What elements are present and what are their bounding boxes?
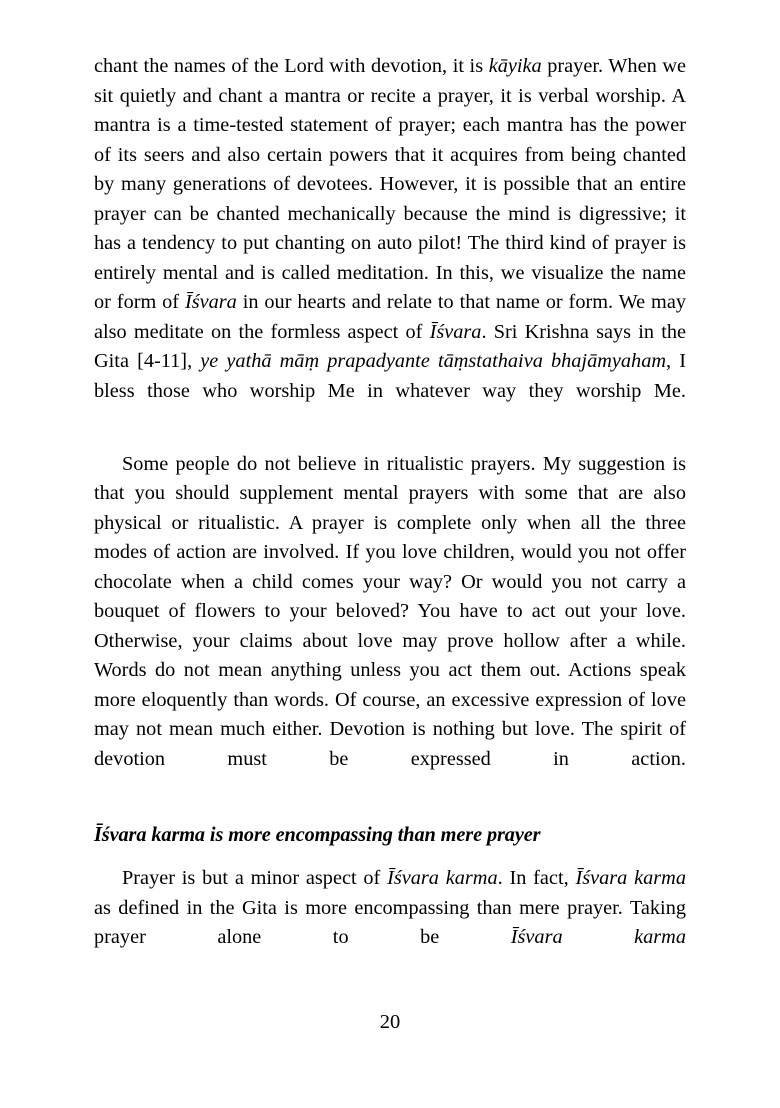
section-heading-block	[94, 821, 686, 851]
paragraph-isvara-karma	[94, 864, 686, 982]
paragraph-first-continued	[94, 52, 686, 436]
term-isvara-karma-1: Īśvara karma	[387, 867, 498, 889]
term-isvara-2: Īśvara	[429, 320, 482, 343]
section-heading: Īśvara karma is more encompassing than mere prayer	[94, 823, 541, 846]
term-kayika: kāyika	[488, 55, 542, 77]
paragraph-1-run-9: , I bless those who worship Me in whatever way they worship Me.	[94, 350, 686, 402]
text-column	[94, 52, 686, 982]
paragraph-1-run-7: . Sri Krishna says in the Gita [4-11],	[94, 320, 687, 372]
paragraph-ritualistic-prayers: Some people do not believe in ritualistic prayers. My suggestion is that you should supplement mental prayers with some that are also physical or ritualistic. A prayer is complete only when all the three modes of action are involved. If you love children, would you not offer chocolate when a child comes your way? Or would you not carry a bouquet of flowers to your beloved? You have to act out your love. Otherwise, your claims about love may prove hollow after a while. Words do not mean anything unless you act them out. Actions speak more eloquently than words. Of course, an excessive expression of love may not mean much either. Devotion is nothing but love. The spirit of devotion must be expressed in action.	[94, 452, 686, 770]
term-isvara-karma-3: Īśvara karma	[510, 926, 686, 948]
paragraph-3-run-5: as defined in the Gita is more encompassing than mere prayer. Taking prayer alone to be	[94, 896, 686, 948]
page-number: 20	[379, 1011, 401, 1033]
paragraph-1-run-1: chant the names of the Lord with devotion, it is	[94, 55, 489, 77]
paragraph-3-run-3: . In fact,	[497, 867, 576, 889]
sanskrit-quote-gita-4-11: ye yathā māṃ prapadyante tāṃstathaiva bhajāmyaham	[200, 350, 667, 372]
paragraph-1-run-3: prayer. When we sit quietly and chant a mantra or recite a prayer, it is verbal worship. A mantra is a time-tested statement of prayer; each mantra has the power of its seers and also certain powers that it acquires from being chanted by many generations of devotees. However, it is possible that an entire prayer can be chanted mechanically because the mind is digressive; it has a tendency to put chanting on auto pilot! The third kind of prayer is entirely mental and is called meditation. In this, we visualize the name or form of	[94, 55, 686, 313]
paragraph-1-run-5: in our hearts and relate to that name or form. We may also meditate on the formless aspect of	[94, 291, 686, 343]
term-isvara-1: Īśvara	[184, 291, 237, 313]
paragraph-3-run-1: Prayer is but a minor aspect of	[122, 867, 388, 889]
term-isvara-karma-2: Īśvara karma	[575, 867, 686, 889]
